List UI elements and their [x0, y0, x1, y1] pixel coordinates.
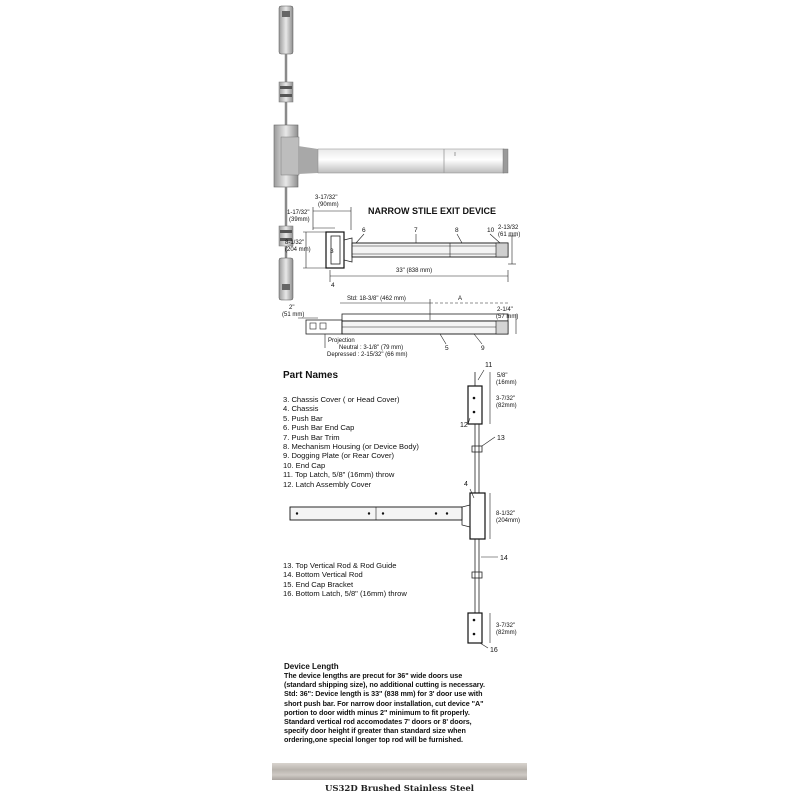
diagram-title: NARROW STILE EXIT DEVICE: [368, 206, 497, 216]
dim-inner-depth-mm: (39mm): [289, 217, 310, 223]
dim-stile-mm: (51 mm): [282, 312, 305, 318]
device-length-line: Standard vertical rod accomodates 7' doors or 8' doors,: [284, 717, 472, 727]
part-item: 12. Latch Assembly Cover: [283, 479, 372, 489]
device-length-heading: Device Length: [284, 662, 339, 671]
dim-std: Std: 18-3/8" (462 mm): [347, 296, 406, 302]
part-item: 8. Mechanism Housing (or Device Body): [283, 442, 419, 452]
device-length-line: (standard shipping size), no additional cutting is necessary.: [284, 680, 485, 690]
callout-14: 14: [500, 555, 508, 562]
dim-depth-mm: (57 mm): [496, 314, 519, 320]
dim-throw: 5/8": [497, 373, 508, 379]
callout-16: 16: [490, 647, 498, 654]
part-item: 5. Push Bar: [283, 413, 323, 423]
dim-length: 33" (838 mm): [396, 268, 433, 274]
callout-6: 6: [362, 227, 366, 234]
dim-bottom-latch-mm: (82mm): [496, 630, 517, 636]
dim-chassis: 8-1/32": [496, 511, 516, 517]
part-item: 14. Bottom Vertical Rod: [283, 570, 363, 580]
part-list-primary: [283, 395, 473, 489]
dim-depressed: Depressed : 2-15/32" (66 mm): [327, 352, 408, 358]
part-item: 9. Dogging Plate (or Rear Cover): [283, 451, 395, 461]
dim-top-latch-mm: (82mm): [496, 403, 517, 409]
part-item: 7. Push Bar Trim: [283, 432, 340, 442]
callout-4: 4: [331, 282, 335, 289]
dim-throw-mm: (16mm): [496, 380, 517, 386]
device-length-note: [284, 662, 524, 745]
part-item: 15. End Cap Bracket: [283, 579, 354, 589]
finish-caption: US32D Brushed Stainless Steel: [324, 784, 475, 794]
dim-top-depth: 3-17/32": [315, 195, 338, 201]
callout-9: 9: [481, 345, 485, 352]
device-length-line: specify door height if greater than standard size when: [284, 726, 466, 736]
part-names-list: [283, 370, 473, 599]
photo-chassis: [274, 125, 299, 187]
callout-7: 7: [414, 227, 418, 234]
dim-projection-title: Projection: [328, 338, 355, 344]
side-view-drawing: [282, 296, 518, 358]
dim-top-depth-mm: (90mm): [318, 202, 339, 208]
part-item: 4. Chassis: [283, 404, 319, 414]
callout-4-vertical: 4: [464, 481, 468, 488]
device-length-line: ordering,one special longer top rod will be furnished.: [284, 735, 464, 745]
part-item: 16. Bottom Latch, 5/8" (16mm) throw: [283, 589, 407, 599]
part-item: 13. Top Vertical Rod & Rod Guide: [283, 561, 397, 571]
dim-chassis-height-mm: (204 mm): [285, 247, 311, 253]
part-names-heading: Part Names: [283, 370, 339, 381]
callout-3: 3: [330, 248, 334, 255]
dim-end-height-mm: (61 mm): [498, 232, 521, 238]
dim-chassis-mm: (204mm): [496, 518, 521, 524]
device-length-line: Std: 36": Device length is 33" (838 mm) for 3' door use with: [284, 689, 483, 699]
dim-depth: 2-1/4": [497, 307, 513, 313]
dim-end-height: 2-13/32: [498, 225, 519, 231]
dim-cut-a: A: [458, 296, 463, 302]
device-length-line: The device lengths are precut for 36" wide doors use: [284, 671, 463, 680]
part-list-secondary: [283, 561, 473, 599]
part-item: 3. Chassis Cover ( or Head Cover): [283, 395, 400, 404]
callout-10: 10: [487, 227, 495, 234]
part-item: 10. End Cap: [283, 460, 326, 470]
dim-chassis-height: 8-1/32": [285, 240, 305, 246]
dim-inner-depth: 1-17/32": [287, 210, 310, 216]
device-length-line: portion to door width minus 2" minimum to fit properly.: [284, 707, 470, 717]
dim-bottom-latch: 3-7/32": [496, 623, 516, 629]
dim-top-latch: 3-7/32": [496, 396, 516, 402]
device-length-line: short push bar. For narrow door installation, cut device "A": [284, 698, 484, 708]
part-item: 6. Push Bar End Cap: [283, 423, 355, 433]
part-item: 11. Top Latch, 5/8" (16mm) throw: [283, 470, 395, 480]
photo-top-rod: [279, 6, 293, 125]
finish-swatch: [272, 763, 527, 780]
dim-stile: 2": [289, 305, 295, 311]
photo-push-bar: [298, 146, 508, 174]
callout-11: 11: [485, 362, 493, 369]
callout-13: 13: [497, 435, 505, 442]
callout-8: 8: [455, 227, 459, 234]
dim-neutral: Neutral : 3-1/8" (79 mm): [339, 345, 404, 351]
callout-5: 5: [445, 345, 449, 352]
callout-12: 12: [460, 422, 468, 429]
